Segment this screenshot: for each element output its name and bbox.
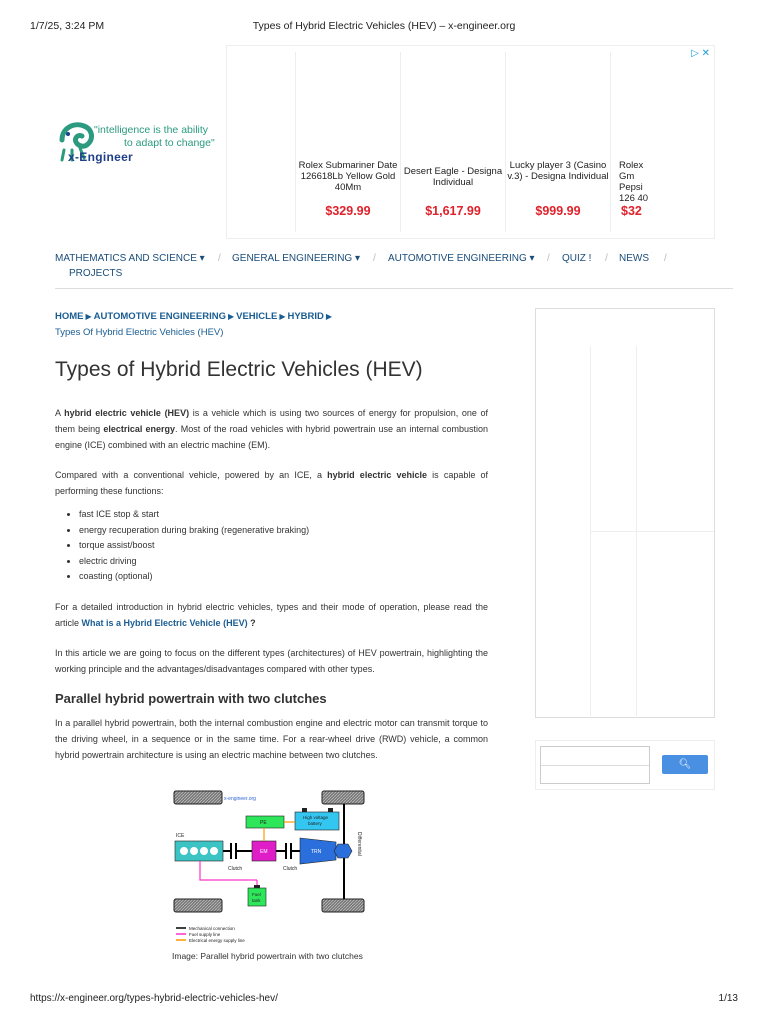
battery-label-2: battery <box>308 821 322 826</box>
cylinder-icon <box>200 847 208 855</box>
ad-price: $999.99 <box>535 204 581 218</box>
breadcrumb-vehicle[interactable]: VEHICLE <box>236 311 278 322</box>
fuel-tank-cap <box>254 885 260 888</box>
intro-paragraph <box>55 405 488 453</box>
list-item: • coasting (optional) <box>79 569 488 585</box>
adchoices-icon[interactable]: ▷ ✕ <box>691 48 710 59</box>
breadcrumb-arrow-icon: ▶ <box>325 312 333 321</box>
list-item: • torque assist/boost <box>79 538 488 554</box>
hev-article-link[interactable]: What is a Hybrid Electric Vehicle (HEV) <box>81 617 248 628</box>
ad-card[interactable] <box>610 52 659 232</box>
nav-label: GENERAL ENGINEERING <box>232 253 353 264</box>
bold-term: hybrid electric vehicle (HEV) <box>64 408 190 418</box>
differential-block <box>334 844 352 858</box>
tagline-line-2: to adapt to change" <box>124 137 215 149</box>
cylinder-icon <box>180 847 188 855</box>
breadcrumb-home[interactable]: HOME <box>55 311 84 322</box>
battery-terminal <box>328 808 333 812</box>
caret-down-icon: ▾ <box>355 253 361 264</box>
legend-electrical: Electrical energy supply line <box>189 938 245 943</box>
print-title: Types of Hybrid Electric Vehicles (HEV) – x-engineer.org <box>252 20 516 32</box>
nav-item-mathematics[interactable] <box>55 253 205 264</box>
divider <box>541 765 649 766</box>
ad-card[interactable] <box>505 52 610 232</box>
legend-mechanical: Mechanical connection <box>189 926 235 931</box>
cylinder-icon <box>190 847 198 855</box>
section-heading: Parallel hybrid powertrain with two clutches <box>55 690 327 706</box>
divider <box>590 531 714 532</box>
caret-down-icon: ▾ <box>529 253 535 264</box>
text: is a vehicle which is using two sources of energy for propulsion, one of them being <box>55 408 489 434</box>
print-url: https://x-engineer.org/types-hybrid-electric-vehicles-hev/ <box>30 993 278 1004</box>
search-box <box>535 740 715 790</box>
list-item: • electric driving <box>79 554 488 570</box>
fuel-tank-label-2: tank <box>252 898 261 903</box>
trn-label: TRN <box>311 849 322 855</box>
breadcrumb-arrow-icon: ▶ <box>227 312 235 321</box>
reference-paragraph <box>55 599 488 631</box>
powertrain-diagram <box>172 788 366 948</box>
search-button[interactable] <box>662 755 708 774</box>
nav-label: AUTOMOTIVE ENGINEERING <box>388 253 527 264</box>
bold-term: hybrid electric vehicle <box>327 470 428 480</box>
nav-item-projects[interactable]: PROJECTS <box>69 268 123 279</box>
nav-item-quiz[interactable]: QUIZ ! <box>562 253 592 264</box>
breadcrumb-hybrid[interactable]: HYBRID <box>287 311 324 322</box>
logo-tagline <box>94 124 215 150</box>
print-page-number: 1/13 <box>718 993 738 1004</box>
caret-down-icon: ▾ <box>199 253 205 264</box>
tagline-line-1: "intelligence is the ability <box>94 124 209 136</box>
breadcrumb-arrow-icon: ▶ <box>279 312 286 321</box>
nav-separator: / <box>605 253 608 264</box>
text: Compared with a conventional vehicle, powered by an ICE, a <box>55 470 328 480</box>
fuel-tank-label-1: Fuel <box>252 892 261 897</box>
ad-card[interactable] <box>295 52 400 232</box>
text: . Most of the road vehicles with hybrid powertrain use an internal combustion engine (ICE) combined with an electric machine (EM). <box>55 424 489 450</box>
brand-name: x-Engineer <box>68 150 134 164</box>
article-body <box>55 405 488 777</box>
site-logo[interactable] <box>58 120 228 168</box>
text: A <box>55 408 65 418</box>
nav-divider <box>55 288 733 289</box>
ad-product-name: Rolex Submariner Date 126618Lb Yellow Gold 40Mm <box>298 160 398 193</box>
battery-terminal <box>302 808 307 812</box>
focus-paragraph: In this article we are going to focus on the different types (architectures) of HEV powertrain, highlighting the working principle and the advantages/disadvantages compared with other types. <box>55 647 488 674</box>
battery-label-1: High voltage <box>303 815 329 820</box>
em-label: EM <box>260 849 268 855</box>
search-icon: 🔍︎ <box>678 759 692 770</box>
nav-item-automotive-engineering[interactable] <box>388 253 535 264</box>
text: For a detailed introduction in hybrid electric vehicles, types and their mode of operation, please read the article <box>55 601 488 628</box>
search-input[interactable] <box>540 746 650 784</box>
ad-product-name: Desert Eagle - Designa Individual <box>403 166 503 188</box>
page-title: Types of Hybrid Electric Vehicles (HEV) <box>55 358 423 381</box>
comparison-paragraph <box>55 467 488 499</box>
ad-product-name: Lucky player 3 (Casino v.3) - Designa Individual <box>507 160 609 182</box>
breadcrumb <box>55 309 334 341</box>
cylinder-icon <box>210 847 218 855</box>
nav-separator: / <box>373 253 376 264</box>
wheel-rear-left <box>174 899 222 912</box>
ad-card[interactable] <box>400 52 505 232</box>
ad-price: $32 <box>621 204 642 218</box>
pe-label: PE <box>260 820 267 826</box>
nav-separator: / <box>547 253 550 264</box>
hev-functions-list <box>55 507 488 585</box>
nav-label: MATHEMATICS AND SCIENCE <box>55 253 197 264</box>
nav-item-general-engineering[interactable] <box>232 253 360 264</box>
text: is capable of performing these functions: <box>55 470 489 496</box>
ad-price: $1,617.99 <box>425 204 481 218</box>
parallel-hybrid-paragraph: In a parallel hybrid powertrain, both the internal combustion engine and electric motor can transmit torque to the driving wheel, in a sequence or in the same time. For a rear-wheel drive (RWD) vehicle, a common hybrid powertrain architecture is using an electric machine between two clutches. <box>55 717 488 760</box>
text: ? <box>247 617 256 628</box>
breadcrumb-current[interactable]: Types Of Hybrid Electric Vehicles (HEV) <box>55 327 224 338</box>
wheel-front-right <box>322 791 364 804</box>
ad-price: $329.99 <box>325 204 371 218</box>
ad-banner[interactable] <box>226 45 715 239</box>
diagram-watermark: x-engineer.org <box>224 796 256 802</box>
sidebar-ad[interactable] <box>535 308 715 718</box>
breadcrumb-arrow-icon: ▶ <box>85 312 92 321</box>
wheel-front-left <box>174 791 222 804</box>
image-caption: Image: Parallel hybrid powertrain with two clutches <box>172 951 363 961</box>
nav-separator: / <box>218 253 221 264</box>
print-date: 1/7/25, 3:24 PM <box>30 20 105 32</box>
wheel-rear-right <box>322 899 364 912</box>
nav-separator: / <box>664 253 667 264</box>
fuel-tank-block <box>248 888 266 906</box>
bold-term: electrical energy <box>103 424 176 434</box>
ad-product-name: Rolex Gm Pepsi 126 40 <box>619 160 649 204</box>
differential-label: Differential <box>356 832 362 856</box>
clutch-2-label: Clutch <box>283 866 298 872</box>
list-item: • fast ICE stop & start <box>79 507 488 523</box>
ice-label: ICE <box>176 833 185 839</box>
breadcrumb-automotive[interactable]: AUTOMOTIVE ENGINEERING <box>93 311 226 322</box>
list-item: • energy recuperation during braking (regenerative braking) <box>79 523 488 539</box>
nav-item-news[interactable]: NEWS <box>619 253 649 264</box>
clutch-1-label: Clutch <box>228 866 243 872</box>
legend-fuel: Fuel supply line <box>189 932 221 937</box>
